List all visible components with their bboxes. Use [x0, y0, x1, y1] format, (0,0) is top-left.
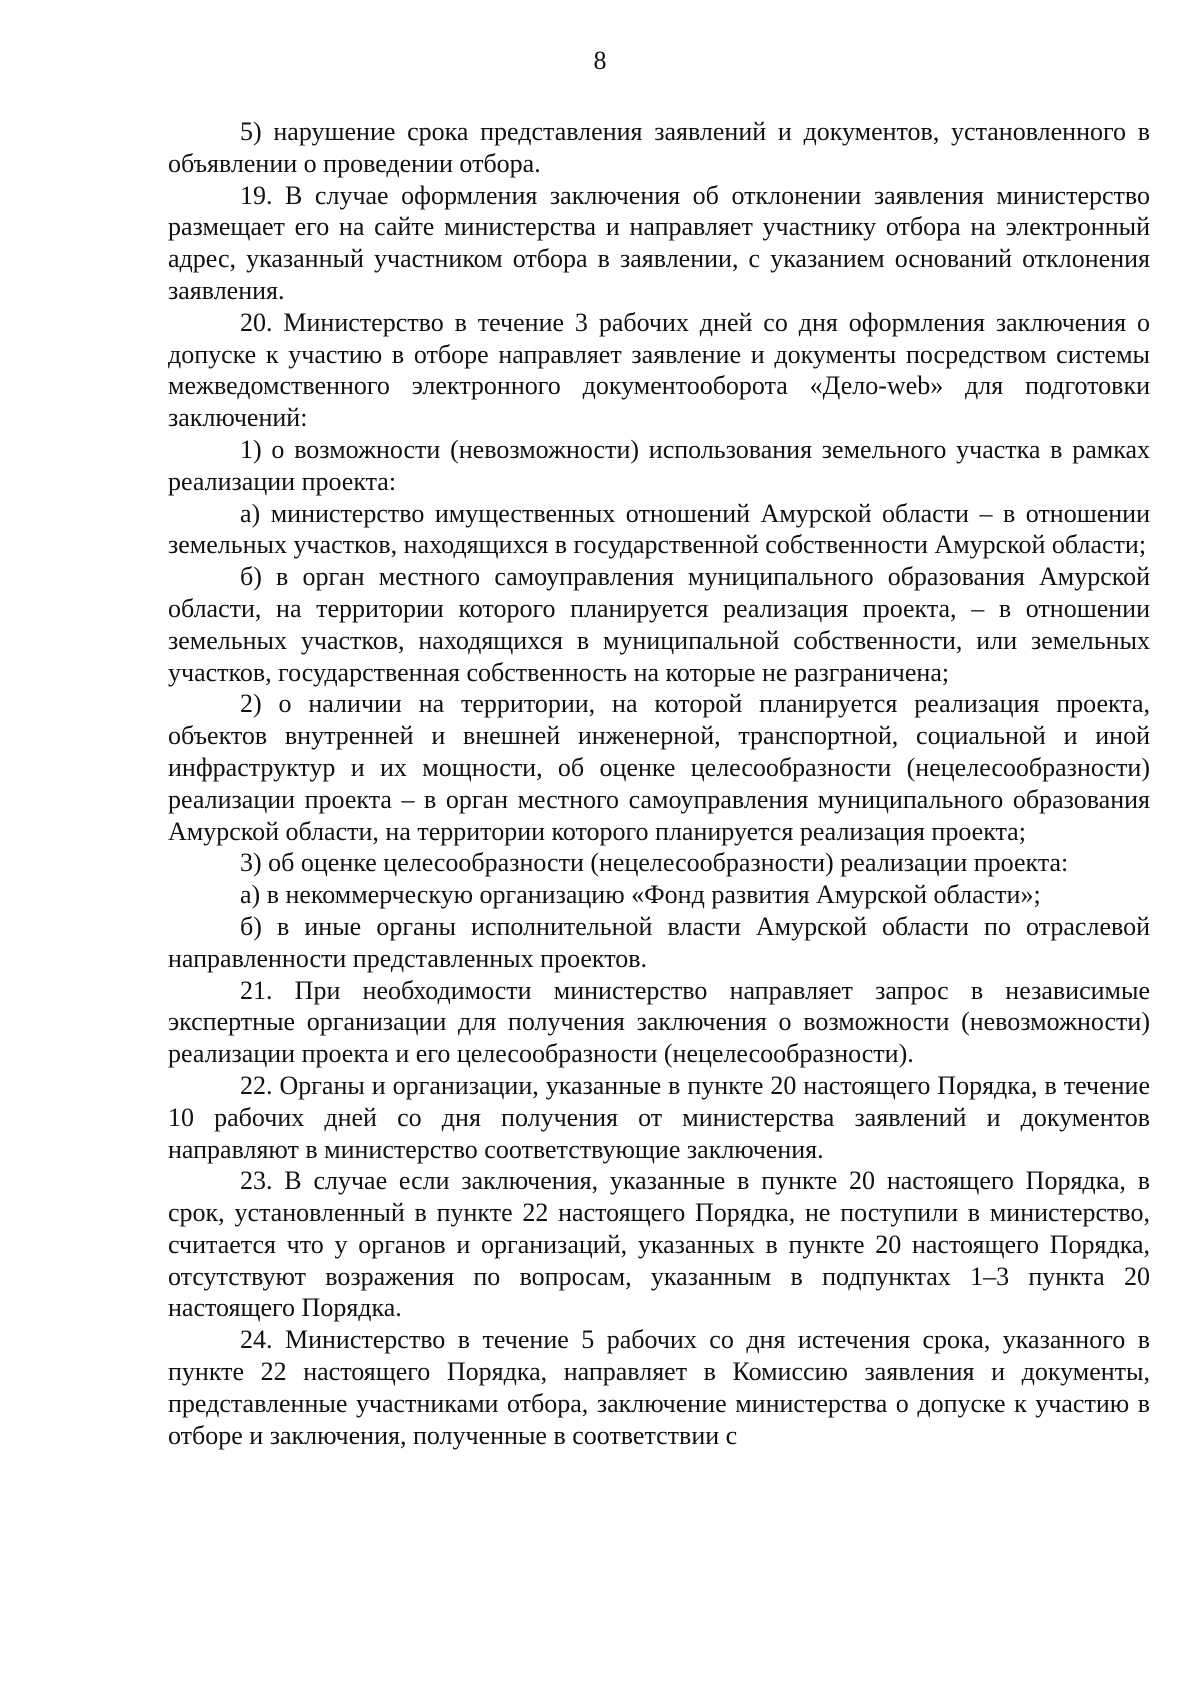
- paragraph-20-sub-3: 3) об оценке целесообразности (нецелесообразности) реализации проекта:: [240, 848, 1069, 878]
- paragraph-item-5-deadline-violation: 5) нарушение срока представления заявлений и документов, установленного в объявлении о проведении отбора.: [168, 117, 1150, 178]
- document-body: [168, 116, 1150, 1451]
- paragraph-23: 23. В случае если заключения, указанные в пункте 20 настоящего Порядка, в срок, установленный в пункте 22 настоящего Порядка, не поступили в министерство, считается что у органов и организаций, указанных в пункте 20 настоящего Порядка, отсутствуют возражения по вопросам, указанным в подпунктах 1–3 пункта 20 настоящего Порядка.: [168, 1166, 1150, 1323]
- paragraph-22: 22. Органы и организации, указанные в пункте 20 настоящего Порядка, в течение 10 рабочих дней со дня получения от министерства заявлений и документов направляют в министерство соответствующие заключения.: [168, 1070, 1150, 1164]
- paragraph-21: 21. При необходимости министерство направляет запрос в независимые экспертные организации для получения заключения о возможности (невозможности) реализации проекта и его целесообразности (нецелесообразности).: [168, 975, 1150, 1069]
- paragraph-20-sub-1a: а) министерство имущественных отношений Амурской области – в отношении земельных участков, находящихся в государственной собственности Амурской области;: [168, 498, 1150, 560]
- paragraph-20-sub-2: 2) о наличии на территории, на которой планируется реализация проекта, объектов внутренней и внешней инженерной, транспортной, социальной и иной инфраструктур и их мощности, об оценке целесообразности (нецелесообразности) реализации проекта – в орган местного самоуправления муниципального образования Амурской области, на территории которого планируется реализация проекта;: [168, 689, 1150, 846]
- paragraph-20: 20. Министерство в течение 3 рабочих дней со дня оформления заключения о допуске к участию в отборе направляет заявление и документы посредством системы межведомственного электронного документооборота «Дело-web» для подготовки заключений:: [168, 307, 1150, 433]
- paragraph-20-sub-1: 1) о возможности (невозможности) использования земельного участка в рамках реализации проекта:: [168, 434, 1150, 496]
- paragraph-24: 24. Министерство в течение 5 рабочих со дня истечения срока, указанного в пункте 22 настоящего Порядка, направляет в Комиссию заявления и документы, представленные участниками отбора, заключение министерства о допуске к участию в отборе и заключения, полученные в соответствии с: [168, 1325, 1150, 1450]
- paragraph-19: 19. В случае оформления заключения об отклонении заявления министерство размещает его на сайте министерства и направляет участнику отбора на электронный адрес, указанный участником отбора в заявлении, с указанием оснований отклонения заявления.: [168, 180, 1150, 305]
- paragraph-20-sub-1b: б) в орган местного самоуправления муниципального образования Амурской области, на территории которого планируется реализация проекта, – в отношении земельных участков, находящихся в муниципальной собственности, или земельных участков, государственная собственность на которые не разграничена;: [168, 562, 1150, 687]
- page-number: 8: [593, 46, 607, 75]
- paragraph-20-sub-3b: б) в иные органы исполнительной власти Амурской области по отраслевой направленности представленных проектов.: [168, 911, 1150, 973]
- paragraph-20-sub-3a: а) в некоммерческую организацию «Фонд развития Амурской области»;: [240, 880, 1041, 910]
